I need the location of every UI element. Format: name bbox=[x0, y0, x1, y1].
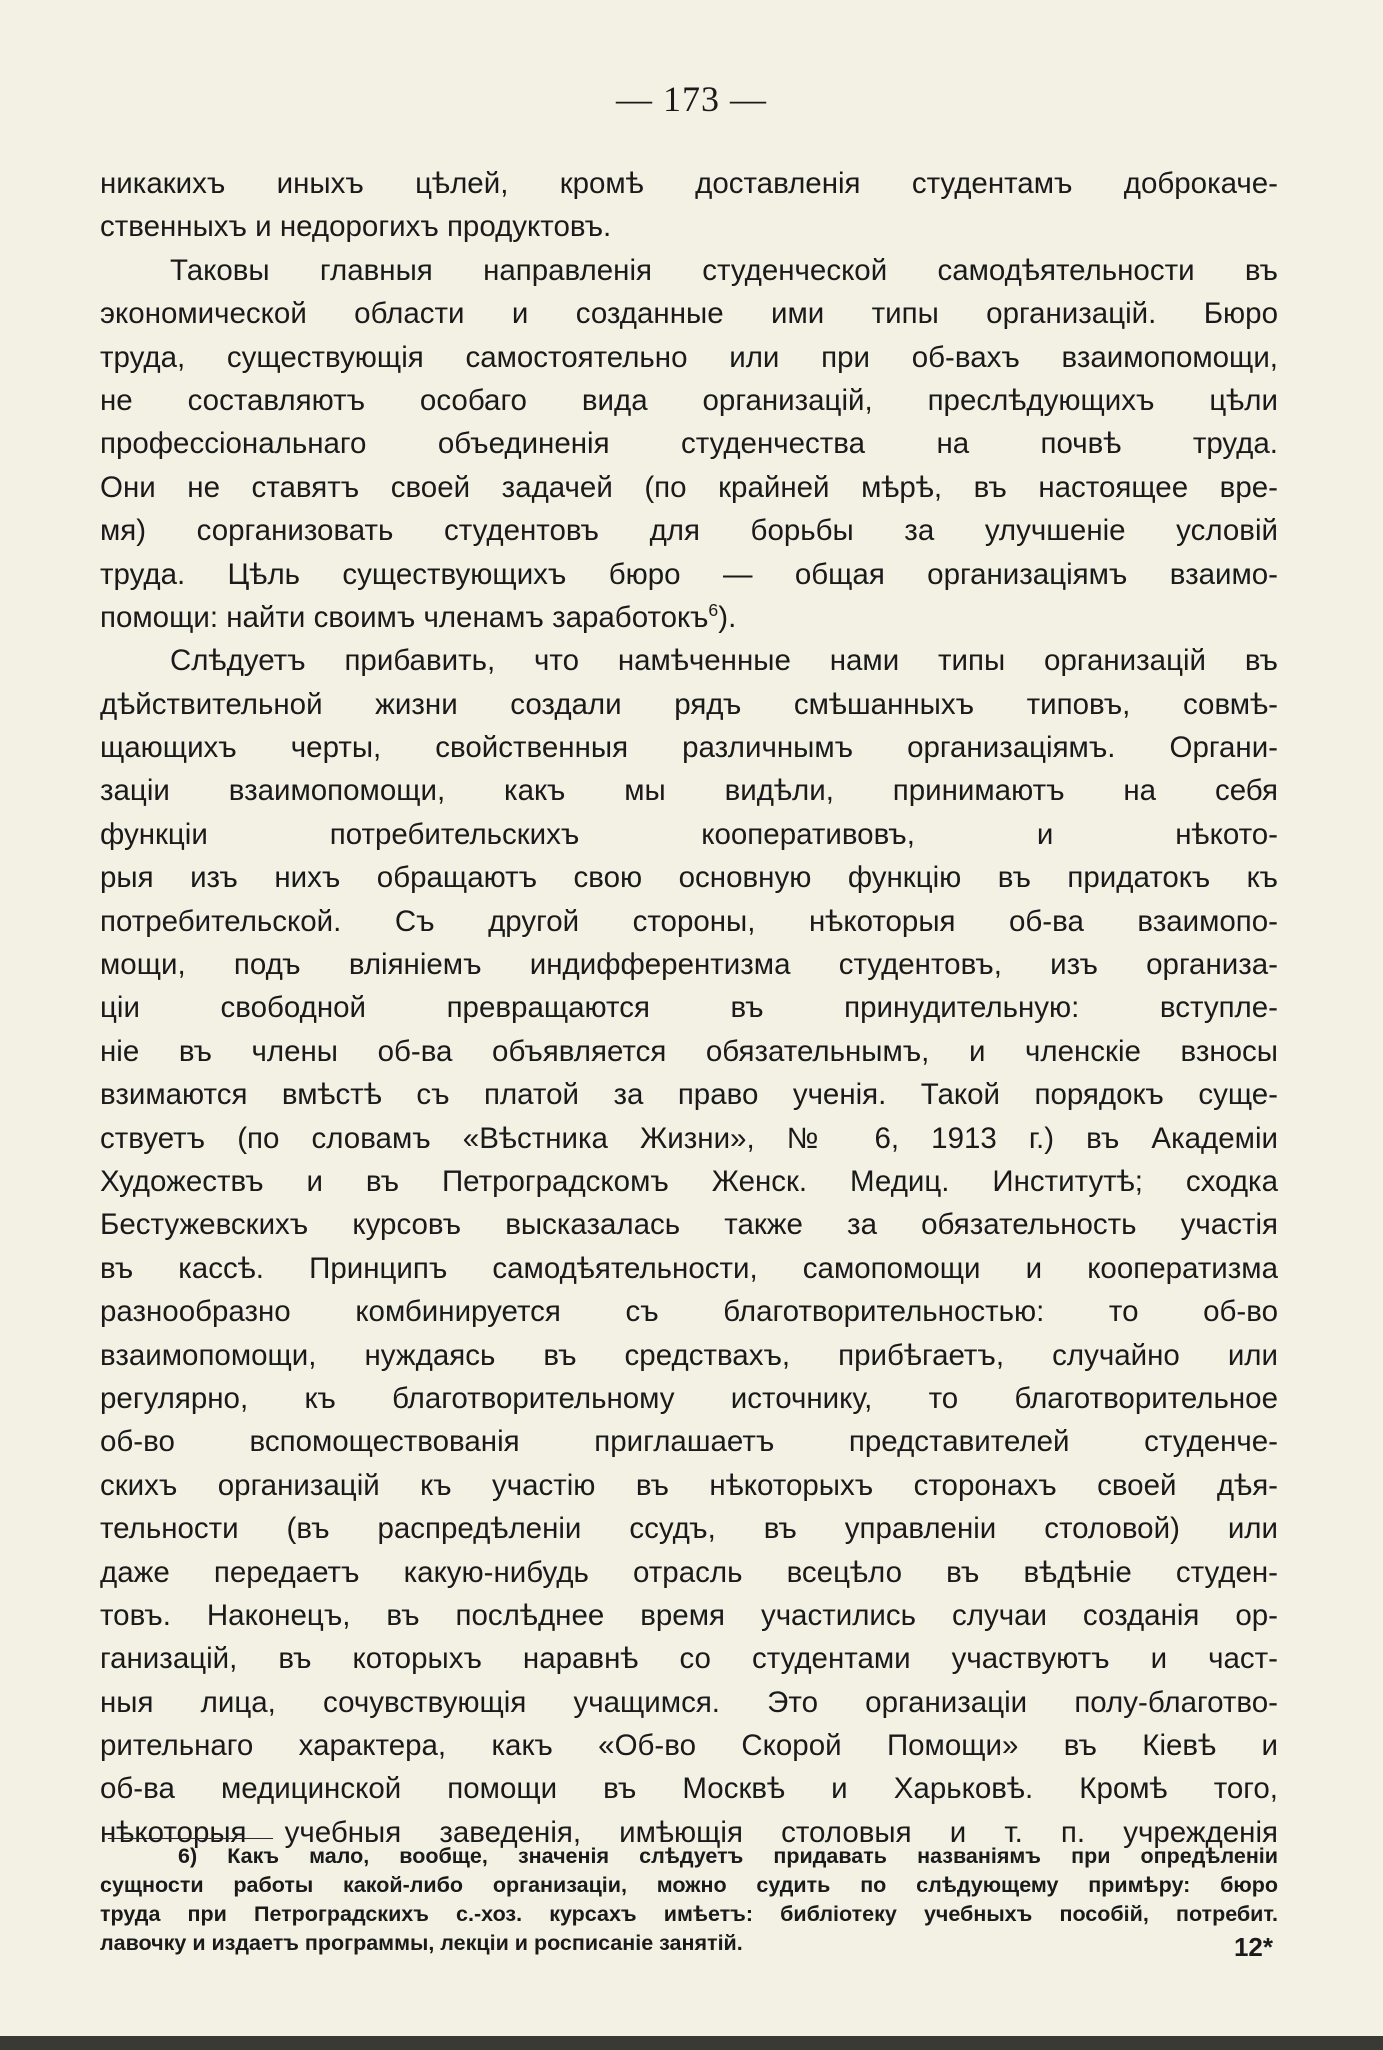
text-line: ныя лица, сочувствующія учащимся. Это организаціи полу-благотво- bbox=[100, 1685, 1278, 1719]
text-line: об-во вспомоществованія приглашаетъ представителей студенче- bbox=[100, 1425, 1278, 1459]
text-line: взаимопомощи, нуждаясь въ средствахъ, прибѣгаетъ, случайно или bbox=[100, 1338, 1278, 1372]
text-line: скихъ организацій къ участію въ нѣкоторыхъ сторонахъ своей дѣя- bbox=[100, 1468, 1278, 1502]
footnote-mark: 6) bbox=[178, 1844, 198, 1868]
footnote-text: лавочку и издаетъ программы, лекціи и росписаніе занятій. bbox=[100, 1931, 743, 1955]
signature-mark: 12* bbox=[1233, 1932, 1273, 1962]
text-line: въ кассѣ. Принципъ самодѣятельности, самопомощи и кооператизма bbox=[100, 1251, 1278, 1285]
text-line: ціи свободной превращаются въ принудительную: вступле- bbox=[100, 991, 1278, 1025]
footnote bbox=[100, 1842, 1278, 1958]
text-line: функціи потребительскихъ кооперативовъ, и нѣкото- bbox=[100, 817, 1278, 851]
text-line: профессіональнаго объединенія студенчества на почвѣ труда. bbox=[100, 427, 1278, 461]
text-line: взимаются вмѣстѣ съ платой за право ученія. Такой порядокъ суще- bbox=[100, 1078, 1278, 1112]
footnote-text: труда при Петроградскихъ с.-хоз. курсахъ имѣетъ: библіотеку учебныхъ пособій, потребит. bbox=[100, 1902, 1278, 1926]
footnote-text: Какъ мало, вообще, значенія слѣдуетъ придавать названіямъ при опредѣленіи bbox=[227, 1844, 1278, 1868]
text-line: экономической области и созданные ими типы организацій. Бюро bbox=[100, 297, 1278, 331]
text-line: Слѣдуетъ прибавить, что намѣченные нами типы организацій въ bbox=[170, 644, 1278, 678]
text-line: Художествъ и въ Петроградскомъ Женск. Медиц. Институтѣ; сходка bbox=[100, 1164, 1278, 1198]
text-line: даже передаетъ какую-нибудь отрасль всецѣло въ вѣдѣніе студен- bbox=[100, 1555, 1278, 1589]
main-text bbox=[100, 162, 1278, 1854]
footnote-line bbox=[100, 1871, 1278, 1900]
text-line: никакихъ иныхъ цѣлей, кромѣ доставленія студентамъ доброкаче- bbox=[100, 167, 1278, 200]
text-line: помощи: найти своимъ членамъ заработокъ$^6$). bbox=[100, 600, 737, 634]
text-line: ственныхъ и недорогихъ продуктовъ. bbox=[100, 210, 612, 244]
text-line: щающихъ черты, свойственныя различнымъ организаціямъ. Органи- bbox=[100, 731, 1278, 765]
text-line: товъ. Наконецъ, въ послѣднее время участились случаи созданія ор- bbox=[100, 1598, 1278, 1632]
text-line: тельности (въ распредѣленіи ссудъ, въ управленіи столовой) или bbox=[100, 1512, 1278, 1546]
text-line: труда. Цѣль существующихъ бюро — общая организаціямъ взаимо- bbox=[100, 557, 1278, 591]
footnote-rule bbox=[108, 1838, 273, 1839]
text-suffix: ). bbox=[718, 600, 737, 634]
footnote-line bbox=[100, 1929, 1278, 1958]
footnote-text: сущности работы какой-либо организаціи, можно судить по слѣдующему примѣру: бюро bbox=[100, 1873, 1278, 1897]
text-line: Таковы главныя направленія студенческой самодѣятельности въ bbox=[170, 253, 1278, 287]
text-line: нѣкоторыя учебныя заведенія, имѣющія столовыя и т. п. учрежденія bbox=[100, 1815, 1278, 1849]
footnote-reference: 6 bbox=[708, 600, 719, 621]
text-line: Бестужевскихъ курсовъ высказалась также за обязательность участія bbox=[100, 1208, 1278, 1242]
text-line: разнообразно комбинируется съ благотворительностью: то об-во bbox=[100, 1295, 1278, 1329]
text-line: не составляютъ особаго вида организацій, преслѣдующихъ цѣли bbox=[100, 383, 1278, 417]
text-line: рительнаго характера, какъ «Об-во Скорой Помощи» въ Кіевѣ и bbox=[100, 1729, 1278, 1763]
text-line: ганизацій, въ которыхъ наравнѣ со студентами участвуютъ и част- bbox=[100, 1642, 1278, 1676]
footnote-line bbox=[100, 1842, 1278, 1871]
text-line: ніе въ члены об-ва объявляется обязательнымъ, и членскіе взносы bbox=[100, 1034, 1278, 1068]
text-line: труда, существующія самостоятельно или при об-вахъ взаимопомощи, bbox=[100, 340, 1278, 374]
text-line: мя) сорганизовать студентовъ для борьбы за улучшеніе условій bbox=[100, 514, 1278, 548]
text-line: дѣйствительной жизни создали рядъ смѣшанныхъ типовъ, совмѣ- bbox=[100, 687, 1278, 721]
page-header: — 173 — bbox=[616, 79, 767, 119]
text-line: регулярно, къ благотворительному источнику, то благотворительное bbox=[100, 1381, 1278, 1415]
text-line: ствуетъ (по словамъ «Вѣстника Жизни», № 6, 1913 г.) въ Академіи bbox=[100, 1121, 1278, 1155]
footnote-line bbox=[100, 1900, 1278, 1929]
text-line: рыя изъ нихъ обращаютъ свою основную функцію въ придатокъ къ bbox=[100, 861, 1278, 895]
text-line: потребительской. Съ другой стороны, нѣкоторыя об-ва взаимопо- bbox=[100, 904, 1278, 938]
text-line: мощи, подъ вліяніемъ индифферентизма студентовъ, изъ организа- bbox=[100, 948, 1278, 982]
page-bottom-edge bbox=[0, 2036, 1383, 2050]
text-line: заціи взаимопомощи, какъ мы видѣли, принимаютъ на себя bbox=[100, 774, 1278, 808]
text-line: Они не ставятъ своей задачей (по крайней мѣрѣ, въ настоящее вре- bbox=[100, 470, 1278, 504]
text-line: об-ва медицинской помощи въ Москвѣ и Харьковѣ. Кромѣ того, bbox=[100, 1772, 1278, 1806]
